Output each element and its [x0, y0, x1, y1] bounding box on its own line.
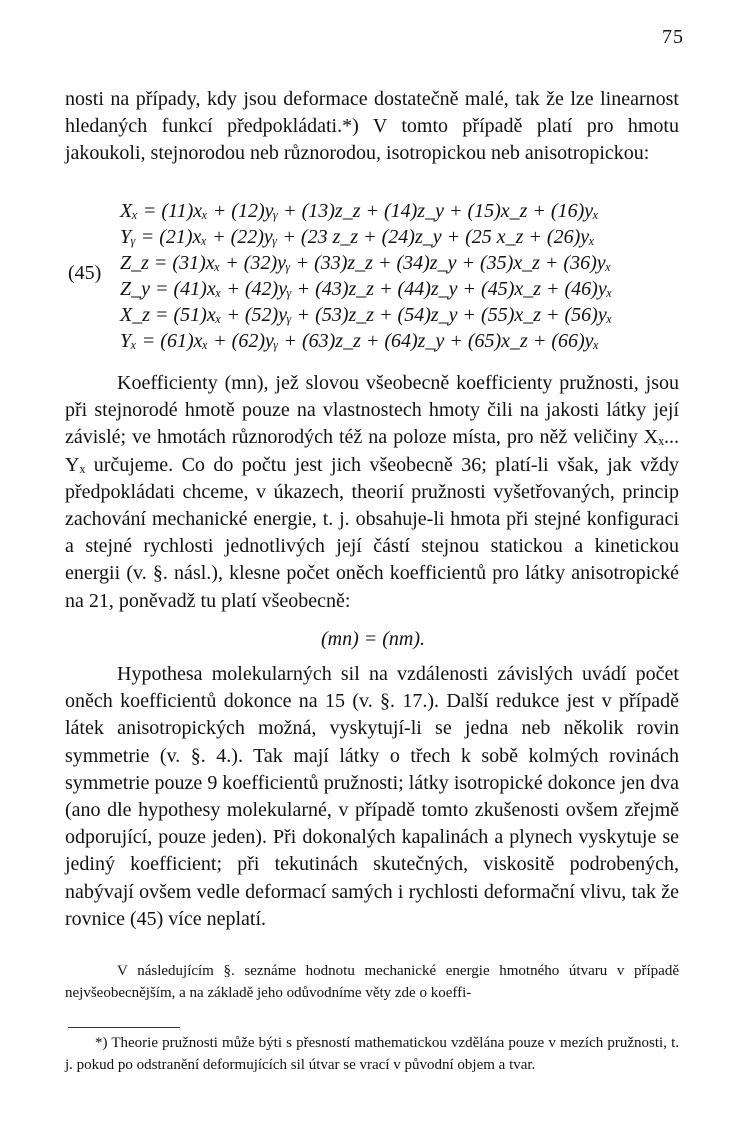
equation-line: Z_y = (41)xₓ + (42)yᵧ + (43)z_z + (44)z_y + (45)x_z + (46)yₓ — [120, 278, 613, 300]
paragraph-3-text: Hypothesa molekularných sil na vzdálenosti závislých uvádí počet oněch koefficientů dokonce na 15 (v. §. 17.). Další redukce jest v případě látek anisotropických možná, vyskytují-li se jedna neb několik rovin symmetrie (v. §. 4.). Tak mají látky o třech k sobě kolmých rovinách symmetrie pouze 9 koefficientů pružnosti; látky isotropické dokonce jen dva (ano dle hypothesy molekularné, v případě tomto zkušenosti ovšem zřejmě odporující, pouze jeden). Při dokonalých kapalinách a plynech vyskytuje se jediný koefficient; při tekutinách skutečných, viskositě podrobených, nabývají ovšem vedle deformací samých i rychlosti deformační vlivu, tak že rovnice (45) více neplatí. — [65, 663, 679, 930]
paragraph-1-text: nosti na případy, kdy jsou deformace dostatečně malé, tak že lze linearnost hledaných funkcí předpokládati.*) V tomto případě platí pro hmotu jakoukoli, stejnorodou neb různorodou, isotropickou neb anisotropickou: — [65, 88, 679, 165]
footnote-divider — [68, 1027, 180, 1028]
equation-number: (45) — [68, 262, 102, 284]
footnote — [65, 1032, 679, 1076]
paragraph-4-text: V následujícím §. seznáme hodnotu mechanické energie hmotného útvaru v případě nejvšeobecnějším, a na základě jeho odůvodníme věty zde o koeffi- — [65, 963, 679, 1001]
paragraph-hypothesis — [65, 661, 679, 933]
footnote-text: *) Theorie pružnosti může býti s přesností mathematickou vzdělána pouze v mezích pružnosti, t. j. pokud po odstranění deformujících sil útvar se vrací v původní objem a tvar. — [65, 1035, 679, 1073]
page-number: 75 — [662, 26, 684, 48]
paragraph-2-text: Koefficienty (mn), jež slovou všeobecně koefficienty pružnosti, jsou při stejnorodé hmotě pouze na vlastnostech hmoty čili na jakosti látky její závislé; ve hmotách různorodých též na poloze místa, pro něž veličiny Xₓ... Yₓ určujeme. Co do počtu jest jich všeobecně 36; platí-li však, jak vždy předpokládati chceme, v úkazech, theorií pružnosti vyšetřovaných, princip zachování mechanické energie, t. j. obsahuje-li hmota při stejné konfiguraci a stejné rychlosti jednotlivých její částí stejnou statickou a kinetickou energii (v. §. násl.), klesne počet oněch koefficientů pro látky anisotropické na 21, poněvadž tu platí všeobecně: — [65, 372, 679, 612]
symmetry-equation: (mn) = (nm). — [320, 628, 426, 650]
equation-line: Xₓ = (11)xₓ + (12)yᵧ + (13)z_z + (14)z_y + (15)x_z + (16)yₓ — [120, 200, 599, 222]
equation-line: Yᵧ = (21)xₓ + (22)yᵧ + (23 z_z + (24)z_y + (25 x_z + (26)yₓ — [120, 226, 595, 248]
paragraph-coefficients — [65, 370, 679, 615]
paragraph-small — [65, 960, 679, 1004]
equation-line: X_z = (51)xₓ + (52)yᵧ + (53)z_z + (54)z_y + (55)x_z + (56)yₓ — [120, 304, 613, 326]
equation-line: Yₓ = (61)xₓ + (62)yᵧ + (63)z_z + (64)z_y + (65)x_z + (66)yₓ — [120, 330, 600, 352]
paragraph-intro — [65, 86, 679, 168]
equation-line: Z_z = (31)xₓ + (32)yᵧ + (33)z_z + (34)z_y + (35)x_z + (36)yₓ — [120, 252, 612, 274]
